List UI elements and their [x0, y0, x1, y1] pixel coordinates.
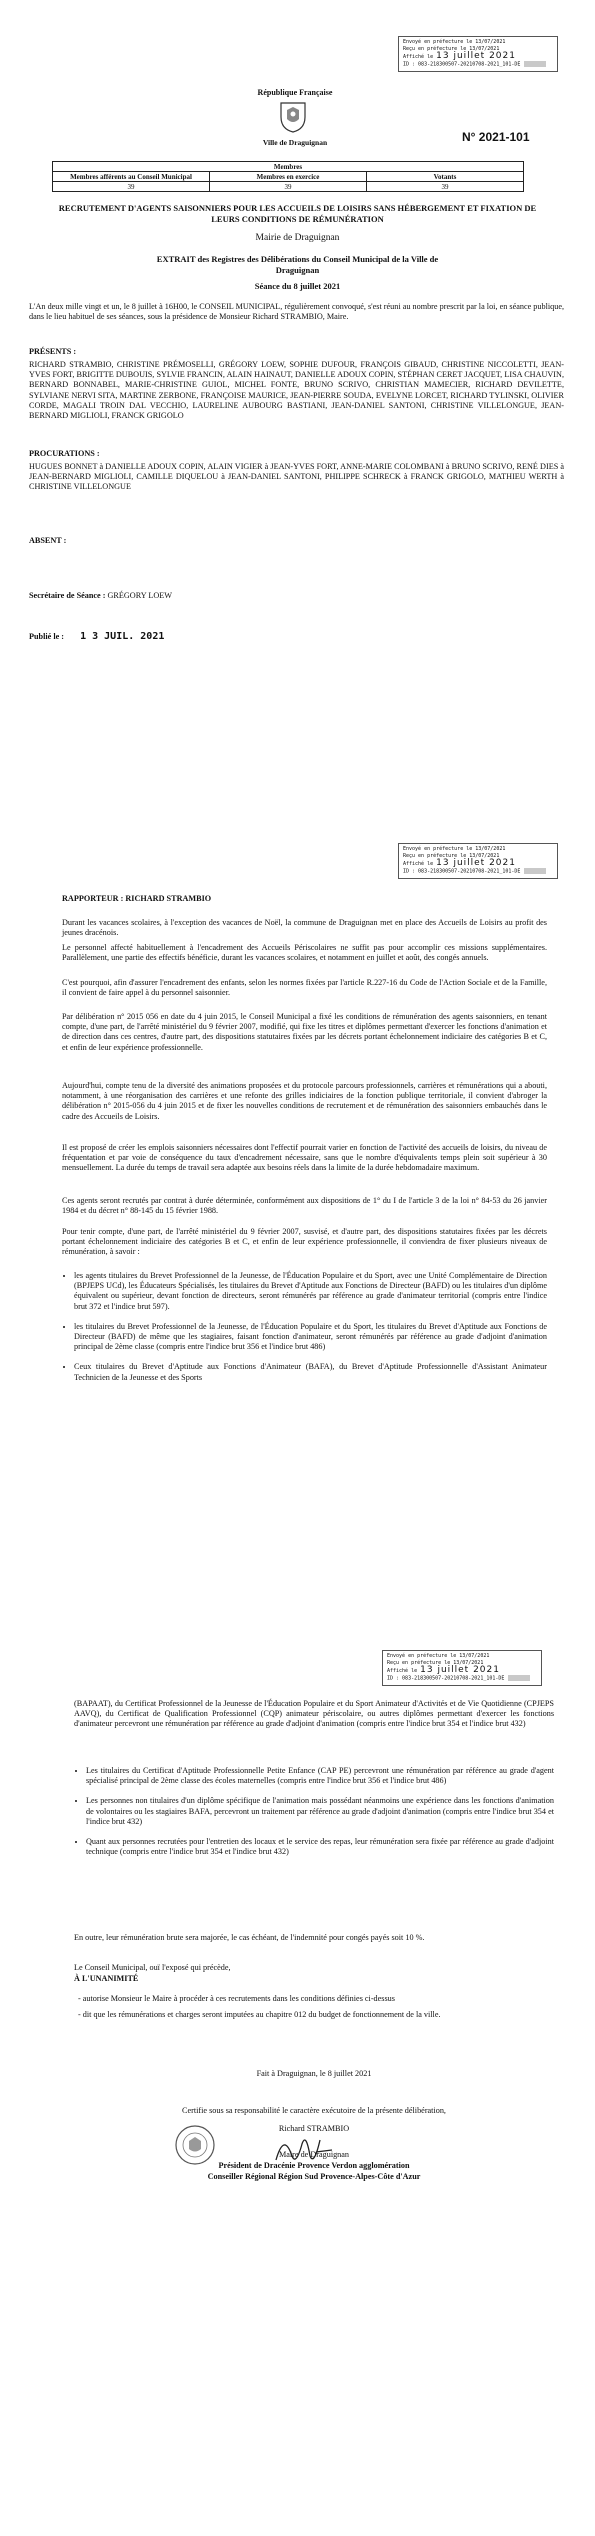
published-date: 1 3 JUIL. 2021 [80, 631, 165, 642]
stamp-displayed: Affiché le [403, 861, 434, 867]
republic-label: République Française [257, 88, 333, 97]
members-value-afferents: 39 [53, 182, 210, 192]
secretary-label: Secrétaire de Séance : [29, 591, 106, 600]
members-table [52, 161, 524, 192]
pay-level-non-certified: • Les personnes non titulaires d'un diplôme spécifique de l'animation mais possédant néanmoins une expérience dans les fonctions d'animation de volontaires ou les stagiaires BAFA, percevront un traitement par référence au grade d'adjoint d'animation (compris entre l'indice brut 354 et l'indice brut 432) [86, 1796, 554, 1827]
paragraph-staff: Le personnel affecté habituellement à l'encadrement des Accueils Périscolaires ne suffit pas pour accomplir ces missions supplémentaires. Parallèlement, une partie des effectifs bénéficie, durant les vacances scolaires, et notamment en juillet et août, des congés annuels. [62, 943, 547, 963]
present-list: RICHARD STRAMBIO, CHRISTINE PRÉMOSELLI, GRÉGORY LOEW, SOPHIE DUFOUR, FRANÇOIS GIBAUD, CHRISTINE NICCOLETTI, JEAN-YVES FORT, BRIGITTE DUBOUIS, SYLVIE FRANCIN, ALAIN HAINAUT, DANIELLE ADOUX COPIN, STÉPHAN CERET JACQUET, LISA CHAUVIN, BERNARD BONNABEL, MARIE-CHRISTINE GUIOL, MICHEL FONTE, BRUNO SCRIVO, CHRISTIAN MAMECIER, RICHARD DEVILETTE, SYLVIANE NERVI SITA, MARTINE ZERBONE, FRANÇOISE MAURICE, JEAN-PIERRE SOUDA, EVELYNE LORCET, RICHARD TYLINSKI, OLIVIER CORDE, MAGALI TROIN DAL VECCHIO, LAURELINE AUBOURG BASTIANI, JEAN-DANIEL SANTONI, CHRISTINE VILLELONGUE, JEAN-BERNARD MIGLIOLI, FRANCK GRIGOLO [29, 360, 564, 421]
deliberation-title: RECRUTEMENT D'AGENTS SAISONNIERS POUR LES ACCUEILS DE LOISIRS SANS HÉBERGEMENT ET FIXATION DE LEURS CONDITIONS DE RÉMUNÉRATION [58, 203, 537, 224]
paragraph-seasonal-jobs: Il est proposé de créer les emplois saisonniers nécessaires dont l'effectif pourrait varier en fonction de l'activité des accueils de loisirs, du niveau de fréquentation et par voie de conséquence du taux d'encadrement nécessaire, sans que le nombre d'équivalents temps plein soit supérieur à 30 mensuellement. La durée du temps de travail sera adaptée aux besoins réels dans la limite de la durée hebdomadaire maximum. [62, 1143, 547, 1173]
pay-levels-list-continued [74, 1766, 554, 1863]
secretary-name: GRÉGORY LOEW [107, 591, 173, 600]
town-name: Ville de Draguignan [262, 138, 328, 147]
published-label: Publié le : [29, 632, 65, 641]
present-label: PRÉSENTS : [29, 347, 77, 356]
paragraph-contracts: Ces agents seront recrutés par contrat à durée déterminée, conformément aux dispositions de 1° du I de l'article 3 de la loi n° 84-53 du 26 janvier 1984 et du décret n° 88-145 du 15 février 1988. [62, 1196, 547, 1216]
stamp-sent: Envoyé en préfecture le 13/07/2021 [403, 846, 506, 852]
stamp-hand-date: 13 juillet 2021 [436, 51, 516, 61]
paragraph-bapaat: (BAPAAT), du Certificat Professionnel de la Jeunesse de l'Éducation Populaire et du Sport Animateur d'Activités et de Vie Quotidienne (CPJEPS AAVQ), du Certificat de Qualification Professionnel (CQP) animateur périscolaire, ou autres diplômes permettant d'exercer les fonctions d'animateur percevront une rémunération par référence au grade d'adjoint d'animation (compris entre l'indice brut 354 et l'indice brut 432) [74, 1699, 554, 1729]
certify-statement: Certifie sous sa responsabilité le caractère exécutoire de la présente délibération, [182, 2106, 446, 2115]
pay-level-maintenance: • Quant aux personnes recrutées pour l'entretien des locaux et le service des repas, leur rémunération sera fixée par référence au grade d'adjoint technique (compris entre l'indice brut 354 et l'indice brut 432) [86, 1837, 554, 1857]
members-value-votants: 39 [367, 182, 524, 192]
pay-level-cap-pe: • Les titulaires du Certificat d'Aptitude Professionnelle Petite Enfance (CAP PE) percevront une rémunération par référence au grade d'agent spécialisé principal de 2ème classe des écoles maternelles (compris entre l'indice brut 356 et l'indice brut 486) [86, 1766, 554, 1786]
members-header-votants: Votants [367, 172, 524, 182]
session-date: Séance du 8 juillet 2021 [254, 281, 341, 291]
pay-levels-list [62, 1271, 547, 1389]
members-value-exercice: 39 [210, 182, 367, 192]
stamp-received: Reçu en préfecture le 13/07/2021 [387, 1660, 484, 1666]
unanimity-label: À L'UNANIMITÉ [74, 1974, 139, 1983]
decision-authorize: - autorise Monsieur le Maire à procéder à ces recrutements dans les conditions définies ci-dessus [86, 1994, 554, 2004]
decision-budget: - dit que les rémunérations et charges seront imputées au chapitre 012 du budget de fonctionnement de la ville. [86, 2010, 554, 2020]
members-header-exercice: Membres en exercice [210, 172, 367, 182]
procuration-label: PROCURATIONS : [29, 449, 100, 458]
decisions-list [74, 1994, 554, 2020]
stamp-received: Reçu en préfecture le 13/07/2021 [403, 46, 500, 52]
signatory-role: Maire de Draguignan [278, 2150, 350, 2159]
deliberation-number: N° 2021-101 [462, 130, 530, 144]
prefecture-stamp [398, 843, 558, 879]
paragraph-paid-leave: En outre, leur rémunération brute sera majorée, le cas échéant, de l'indemnité pour congés payés soit 10 %. [74, 1933, 425, 1942]
paragraph-supervision: C'est pourquoi, afin d'assurer l'encadrement des enfants, selon les normes fixées par l'article R.227-16 du Code de l'Action Sociale et de la Famille, il convient de faire appel à du personnel saisonnier. [62, 978, 547, 998]
prefecture-stamp [382, 1650, 542, 1686]
stamp-id: ID : 083-218300507-20210708-2021_101-DE [403, 61, 521, 68]
stamp-redaction [524, 868, 546, 874]
paragraph-reform: Aujourd'hui, compte tenu de la diversité des animations proposées et du protocole parcours professionnels, carrières et rémunérations qui a abouti, notamment, à une réorganisation des carrières et une refonte des grilles indiciaires de la fonction publique territoriale, il convient d'abroger la délibération n° 2015-056 du 4 juin 2015 et de fixer les nouvelles conditions de recrutement et de rémunération des saisonniers embauchés dans le cadre des Accueils de Loisirs. [62, 1081, 547, 1121]
stamp-id: ID : 083-218300507-20210708-2021_101-DE [387, 1675, 505, 1682]
stamp-displayed: Affiché le [387, 1668, 418, 1674]
done-at: Fait à Draguignan, le 8 juillet 2021 [256, 2069, 372, 2078]
stamp-sent: Envoyé en préfecture le 13/07/2021 [403, 39, 506, 45]
rapporteur-line: RAPPORTEUR : RICHARD STRAMBIO [62, 894, 212, 903]
paragraph-previous-deliberation: Par délibération n° 2015 056 en date du 4 juin 2015, le Conseil Municipal a fixé les conditions de rémunération des agents saisonniers, en tenant compte, d'une part, de l'arrêté ministériel du 9 février 2007, modifié, qui fixe les titres et diplômes permettant d'exercer les fonctions d'animation et de direction dans ces centres, d'autre part, des dispositions statutaires fixées par les décrets portant échelonnement indiciaire des catégories B et C, et enfin de leur expérience professionnelle. [62, 1012, 547, 1052]
members-header-afferents: Membres afférents au Conseil Municipal [53, 172, 210, 182]
stamp-id: ID : 083-218300507-20210708-2021_101-DE [403, 868, 521, 875]
stamp-displayed: Affiché le [403, 54, 434, 60]
signatory-name: Richard STRAMBIO [278, 2124, 350, 2133]
signatory-region: Conseiller Régional Région Sud Provence-Alpes-Côte d'Azur [207, 2172, 421, 2181]
paragraph-council-heard: Le Conseil Municipal, ouï l'exposé qui précède, [74, 1963, 231, 1972]
intro-paragraph: L'An deux mille vingt et un, le 8 juillet à 16H00, le CONSEIL MUNICIPAL, régulièrement convoqué, s'est réuni au nombre prescrit par la loi, en séance publique, dans le lieu habituel de ses séances, sous la présidence de Monsieur Richard STRAMBIO, Maire. [29, 302, 564, 322]
stamp-redaction [508, 1675, 530, 1681]
pay-level-bafa: • Ceux titulaires du Brevet d'Aptitude aux Fonctions d'Animateur (BAFA), du Brevet d'Aptitude Professionnelle d'Assistant Animateur Technicien de la Jeunesse et des Sports [74, 1362, 547, 1382]
signatory-agglomeration: Président de Dracénie Provence Verdon agglomération [218, 2161, 410, 2170]
stamp-sent: Envoyé en préfecture le 13/07/2021 [387, 1653, 490, 1659]
mairie-label: Mairie de Draguignan [255, 233, 340, 243]
stamp-redaction [524, 61, 546, 67]
members-caption: Membres [53, 162, 524, 172]
stamp-received: Reçu en préfecture le 13/07/2021 [403, 853, 500, 859]
town-crest [280, 101, 306, 138]
paragraph-holidays: Durant les vacances scolaires, à l'exception des vacances de Noël, la commune de Draguignan met en place des Accueils de Loisirs au profit des jeunes dracénois. [62, 918, 547, 938]
prefecture-stamp [398, 36, 558, 72]
stamp-hand-date: 13 juillet 2021 [436, 858, 516, 868]
procuration-list: HUGUES BONNET à DANIELLE ADOUX COPIN, ALAIN VIGIER à JEAN-YVES FORT, ANNE-MARIE COLOMBANI à BRUNO SCRIVO, RENÉ DIES à JEAN-BERNARD MIGLIOLI, CAMILLE DIQUELOU à JEAN-DANIEL SANTONI, PHILIPPE SCHRECK à FRANCK GRIGOLO, MATHIEU WERTH à CHRISTINE VILLELONGUE [29, 462, 564, 492]
pay-level-directors: • les agents titulaires du Brevet Professionnel de la Jeunesse, de l'Éducation Populaire et du Sport, avec une Unité Complémentaire de Direction (BPJEPS UCd), les Éducateurs Spécialisés, les titulaires du Brevet d'Aptitude aux Fonctions de Directeur (BAFD) ou les titulaires d'un diplôme équivalent ou supérieur, devant fonction de directeurs, seront rémunérés par référence au grade d'animateur territorial (compris entre l'indice brut 372 et l'indice brut 597). [74, 1271, 547, 1312]
stamp-hand-date: 13 juillet 2021 [420, 1665, 500, 1675]
extract-title: EXTRAIT des Registres des Délibérations du Conseil Municipal de la Ville de Draguignan [156, 254, 439, 275]
paragraph-pay-levels: Pour tenir compte, d'une part, de l'arrêté ministériel du 9 février 2007, susvisé, et d'autre part, des dispositions statutaires fixées par les décrets portant échelonnement indiciaire des catégories B et C, et enfin de leur expérience professionnelle, il conviendra de fixer plusieurs niveaux de rémunération, à savoir : [62, 1227, 547, 1257]
absent-label: ABSENT : [29, 536, 67, 545]
pay-level-animators-principal: • les titulaires du Brevet Professionnel de la Jeunesse, de l'Éducation Populaire et du Sport, les titulaires du Brevet d'Aptitude aux Fonctions de Directeur (BAFD) de même que les stagiaires, faisant fonction d'animateur, seront rémunérés par référence au grade d'adjoint d'animation principal de 2ème classe (compris entre l'indice brut 356 et l'indice brut 486) [74, 1322, 547, 1353]
